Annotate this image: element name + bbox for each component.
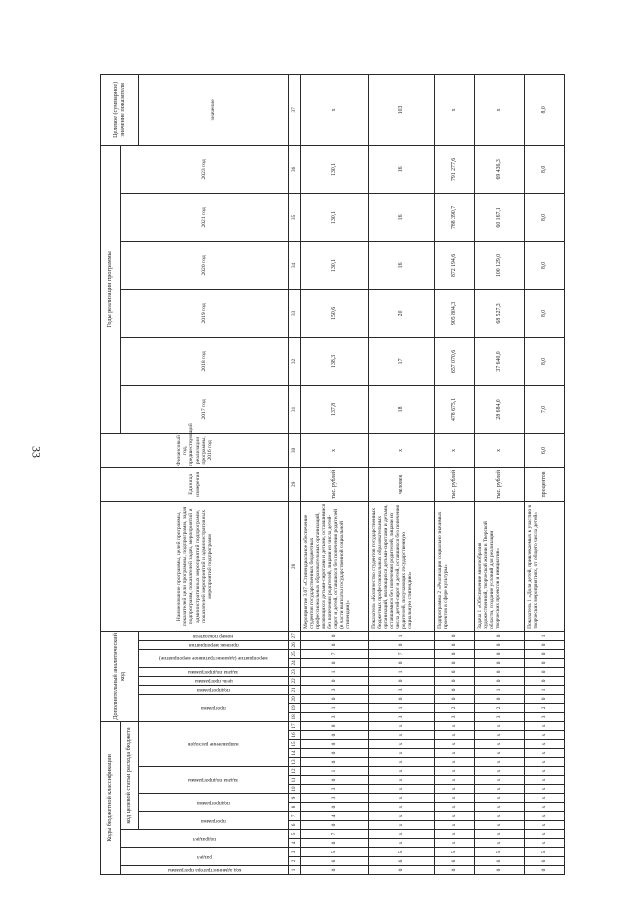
code-cell: х: [525, 803, 565, 812]
column-number: 15: [289, 740, 301, 749]
code-cell: 0: [435, 649, 475, 658]
header-code-admin: код администратора программы: [121, 866, 289, 875]
program-table: [100, 74, 565, 875]
column-number: 26: [289, 640, 301, 649]
code-cell: 0: [435, 631, 475, 640]
column-number: 31: [289, 385, 301, 433]
code-cell: х: [475, 776, 525, 785]
code-cell: 0: [475, 694, 525, 703]
code-cell: 1: [369, 703, 435, 712]
header-a-meropriyatie: мероприятие (административное мероприятие): [139, 649, 289, 667]
code-cell: 3: [525, 712, 565, 721]
code-cell: х: [525, 721, 565, 730]
code-cell: х: [475, 721, 525, 730]
code-cell: 0: [301, 749, 369, 758]
header-razdel: раздел: [121, 848, 289, 866]
code-cell: 6: [435, 857, 475, 866]
value-2023: 130,1: [301, 145, 369, 193]
value-2019: 8,0: [525, 289, 565, 337]
code-cell: х: [435, 830, 475, 839]
code-cell: х: [475, 731, 525, 740]
code-cell: 0: [435, 640, 475, 649]
code-cell: 5: [369, 848, 435, 857]
code-cell: 2: [475, 703, 525, 712]
value-2019: 905 804,3: [435, 289, 475, 337]
unit-cell: человек: [369, 467, 435, 501]
code-cell: х: [369, 821, 435, 830]
column-number: 11: [289, 776, 301, 785]
header-a-programma: программа: [139, 694, 289, 721]
code-cell: х: [525, 776, 565, 785]
code-cell: 0: [525, 649, 565, 658]
code-cell: 6: [369, 857, 435, 866]
code-cell: 1: [525, 631, 565, 640]
code-cell: 0: [475, 631, 525, 640]
code-cell: 0: [301, 839, 369, 848]
code-cell: 0: [301, 866, 369, 875]
code-cell: 0: [475, 667, 525, 676]
code-cell: х: [435, 839, 475, 848]
code-cell: х: [525, 758, 565, 767]
code-cell: 0: [369, 640, 435, 649]
code-cell: 0: [435, 658, 475, 667]
code-cell: 3: [369, 685, 435, 694]
code-cell: х: [475, 821, 525, 830]
code-cell: 7: [301, 830, 369, 839]
code-cell: х: [369, 740, 435, 749]
value-2019: 68 527,3: [475, 289, 525, 337]
value-2021: 788 390,7: [435, 193, 475, 241]
code-cell: 0: [475, 640, 525, 649]
value-2023: 16: [369, 145, 435, 193]
column-number: 6: [289, 821, 301, 830]
header-target-article: код целевой статьи расхода бюджета: [121, 721, 139, 829]
code-cell: 6: [525, 857, 565, 866]
code-cell: 1: [301, 767, 369, 776]
value-2018: 657 070,6: [435, 337, 475, 385]
code-cell: х: [435, 785, 475, 794]
code-cell: 3: [301, 785, 369, 794]
code-cell: 5: [435, 848, 475, 857]
value-2017: 28 684,0: [475, 385, 525, 433]
value-2020: 130,1: [301, 241, 369, 289]
header-year-2018: 2018 год: [121, 337, 289, 385]
header-year-2017: 2017 год: [121, 385, 289, 433]
code-cell: 1: [301, 703, 369, 712]
code-cell: 6: [475, 857, 525, 866]
column-numbers-row: [289, 74, 301, 874]
code-cell: 0: [301, 658, 369, 667]
code-cell: 1: [301, 667, 369, 676]
code-cell: 1: [525, 685, 565, 694]
code-cell: х: [369, 830, 435, 839]
code-cell: 0: [301, 640, 369, 649]
column-number: 35: [289, 193, 301, 241]
column-number: 3: [289, 848, 301, 857]
header-row-group: [101, 74, 121, 874]
code-cell: х: [369, 776, 435, 785]
column-number: 13: [289, 758, 301, 767]
code-cell: х: [369, 767, 435, 776]
column-number: 36: [289, 145, 301, 193]
code-cell: 0: [475, 866, 525, 875]
code-cell: 0: [301, 631, 369, 640]
value-2021: 60 167,1: [475, 193, 525, 241]
code-cell: 0: [301, 740, 369, 749]
column-number: 24: [289, 658, 301, 667]
code-cell: 0: [525, 658, 565, 667]
header-total: Целевое (суммарное) значение показателя: [101, 74, 139, 145]
code-cell: 0: [301, 776, 369, 785]
column-number: 33: [289, 289, 301, 337]
column-number: 21: [289, 685, 301, 694]
table-row: [435, 74, 475, 874]
name-cell: Мероприятие 3.07 «Стипендиальное обеспечение студентов государственных бюджетных профессиональных образовательных организаций, являющихся детьми-сиротами и детьми, оставшимися без попечения родителей, лицами из числа детей-сирот и детей, оставшихся без попечения родителей (в части выплаты государственной социальной стипендии)»: [301, 501, 369, 631]
column-number: 23: [289, 667, 301, 676]
code-cell: 5: [475, 848, 525, 857]
column-number: 7: [289, 812, 301, 821]
column-number: 27: [289, 631, 301, 640]
code-cell: 0: [435, 676, 475, 685]
value-2021: 8,0: [525, 193, 565, 241]
header-napravlenie: направление расходов: [139, 721, 289, 766]
value-2018: 37 640,0: [475, 337, 525, 385]
total-cell: х: [301, 74, 369, 145]
header-analytic-code: Дополнительный аналитический код: [101, 631, 139, 721]
value-2021: 130,1: [301, 193, 369, 241]
code-cell: 1: [369, 631, 435, 640]
finance-cell: х: [369, 433, 435, 467]
code-cell: 0: [369, 658, 435, 667]
code-cell: 0: [525, 676, 565, 685]
header-finance-year: Финансовый год, предшествующий реализации программы, 2016 год: [101, 433, 289, 467]
value-2017: 137,8: [301, 385, 369, 433]
code-cell: 0: [435, 685, 475, 694]
column-number: 2: [289, 857, 301, 866]
code-cell: 1: [369, 667, 435, 676]
finance-cell: х: [475, 433, 525, 467]
code-cell: х: [435, 749, 475, 758]
value-2020: 8,0: [525, 241, 565, 289]
code-cell: х: [369, 794, 435, 803]
column-number: 22: [289, 676, 301, 685]
code-cell: х: [475, 758, 525, 767]
code-cell: х: [475, 812, 525, 821]
header-podprogramma: подпрограмма: [139, 794, 289, 812]
code-cell: 0: [435, 866, 475, 875]
value-2023: 791 277,6: [435, 145, 475, 193]
value-2018: 8,0: [525, 337, 565, 385]
unit-cell: тыс. рублей: [301, 467, 369, 501]
header-podrazdel: подраздел: [121, 830, 289, 848]
code-cell: х: [525, 731, 565, 740]
header-a-priznak: признак мероприятия: [139, 640, 289, 649]
code-cell: 5: [301, 848, 369, 857]
code-cell: 0: [301, 676, 369, 685]
rotated-sheet: [100, 75, 548, 875]
code-cell: 0: [525, 694, 565, 703]
total-cell: 103: [369, 74, 435, 145]
code-cell: х: [435, 803, 475, 812]
unit-cell: тыс. рублей: [435, 467, 475, 501]
column-number: 32: [289, 337, 301, 385]
table-row: [301, 74, 369, 874]
header-total-value: значение: [139, 74, 289, 145]
code-cell: х: [435, 821, 475, 830]
header-year-2019: 2019 год: [121, 289, 289, 337]
code-cell: х: [525, 749, 565, 758]
finance-cell: х: [435, 433, 475, 467]
code-cell: 0: [525, 640, 565, 649]
code-cell: 0: [369, 676, 435, 685]
code-cell: х: [369, 839, 435, 848]
header-zadacha: задача подпрограммы: [139, 767, 289, 794]
column-number: 4: [289, 839, 301, 848]
code-cell: 7: [369, 649, 435, 658]
column-number: 28: [289, 501, 301, 631]
code-cell: 3: [369, 712, 435, 721]
rotated-table-viewport: [100, 75, 548, 875]
code-cell: х: [475, 767, 525, 776]
code-cell: 1: [475, 685, 525, 694]
header-programma: программа: [139, 812, 289, 830]
code-cell: х: [525, 812, 565, 821]
header-name: Наименование программы, целей программы, показателей цели программы, подпрограмм, задач подпрограмм, показателей задач, мероприятий и административных мероприятий подпрограмм, показателей мероприятий и административных мероприятий подпрограмм: [101, 501, 289, 631]
value-2017: 18: [369, 385, 435, 433]
code-cell: 0: [369, 866, 435, 875]
table-row: [369, 74, 435, 874]
header-years: Годы реализации программы: [101, 145, 121, 433]
code-cell: 4: [301, 812, 369, 821]
code-cell: х: [525, 785, 565, 794]
name-cell: Задача 1 «Обеспечение многообразия художественной, творческой жизни в Тверской области, создание условий для реализации творческих проектов и инициатив»: [475, 501, 525, 631]
code-cell: х: [435, 776, 475, 785]
code-cell: х: [525, 740, 565, 749]
table-body: [301, 74, 565, 874]
column-number: 14: [289, 749, 301, 758]
header-a-cel: цель программы: [139, 676, 289, 685]
column-number: 25: [289, 649, 301, 658]
column-number: 8: [289, 803, 301, 812]
header-a-dop: номер показателя: [139, 631, 289, 640]
code-cell: х: [475, 749, 525, 758]
code-cell: 0: [301, 803, 369, 812]
header-year-2023: 2023 год: [121, 145, 289, 193]
header-unit: Единица измерения: [101, 467, 289, 501]
code-cell: х: [525, 767, 565, 776]
code-cell: 0: [301, 731, 369, 740]
code-cell: х: [525, 839, 565, 848]
code-cell: х: [435, 758, 475, 767]
column-number: 30: [289, 433, 301, 467]
code-cell: х: [475, 785, 525, 794]
code-cell: 0: [435, 694, 475, 703]
value-2020: 16: [369, 241, 435, 289]
header-a-zadacha: задача подпрограммы: [139, 667, 289, 676]
code-cell: 5: [525, 848, 565, 857]
code-cell: 3: [301, 794, 369, 803]
header-a-podprogramma: подпрограмма: [139, 685, 289, 694]
value-2023: 69 436,3: [475, 145, 525, 193]
code-cell: х: [369, 758, 435, 767]
total-cell: 8,0: [525, 74, 565, 145]
code-cell: х: [435, 721, 475, 730]
page-number: 33: [29, 446, 44, 458]
column-number: 18: [289, 712, 301, 721]
code-cell: 0: [475, 649, 525, 658]
column-number: 9: [289, 794, 301, 803]
code-cell: 8: [301, 721, 369, 730]
code-cell: 0: [475, 676, 525, 685]
code-cell: 0: [369, 694, 435, 703]
code-cell: х: [369, 803, 435, 812]
code-cell: х: [369, 749, 435, 758]
code-cell: х: [525, 821, 565, 830]
code-cell: х: [369, 731, 435, 740]
code-cell: 0: [525, 866, 565, 875]
code-cell: 3: [475, 712, 525, 721]
code-cell: 0: [301, 694, 369, 703]
column-number: 17: [289, 721, 301, 730]
total-cell: х: [475, 74, 525, 145]
value-2017: 7,0: [525, 385, 565, 433]
column-number: 10: [289, 785, 301, 794]
value-2021: 16: [369, 193, 435, 241]
code-cell: х: [435, 740, 475, 749]
code-cell: 3: [301, 685, 369, 694]
table-row: [525, 74, 565, 874]
value-2020: 872 194,6: [435, 241, 475, 289]
code-cell: 6: [301, 857, 369, 866]
code-cell: 3: [301, 712, 369, 721]
code-cell: х: [369, 721, 435, 730]
value-2020: 100 129,0: [475, 241, 525, 289]
unit-cell: тыс. рублей: [475, 467, 525, 501]
code-cell: х: [435, 812, 475, 821]
total-cell: х: [435, 74, 475, 145]
value-2019: 20: [369, 289, 435, 337]
code-cell: 0: [525, 667, 565, 676]
value-2018: 138,3: [301, 337, 369, 385]
value-2023: 8,0: [525, 145, 565, 193]
column-number: 37: [289, 74, 301, 145]
code-cell: 2: [435, 703, 475, 712]
name-cell: Показатель 1 «Доля детей, привлекаемых к участию в творческих мероприятиях, от общего числа детей»: [525, 501, 565, 631]
value-2017: 478 675,1: [435, 385, 475, 433]
code-cell: 0: [435, 667, 475, 676]
header-budget-codes: Коды бюджетной классификации: [101, 721, 121, 874]
code-cell: х: [525, 830, 565, 839]
column-number: 29: [289, 467, 301, 501]
name-cell: Подпрограмма 2 «Реализация социально значимых проектов в сфере культуры»: [435, 501, 475, 631]
finance-cell: 6,0: [525, 433, 565, 467]
column-number: 12: [289, 767, 301, 776]
code-cell: х: [435, 794, 475, 803]
value-2018: 17: [369, 337, 435, 385]
column-number: 19: [289, 703, 301, 712]
code-cell: х: [435, 731, 475, 740]
code-cell: х: [475, 794, 525, 803]
column-number: 20: [289, 694, 301, 703]
value-2019: 150,6: [301, 289, 369, 337]
code-cell: 3: [435, 712, 475, 721]
name-cell: Показатель «Количество студентов государственных бюджетных профессиональных образовательных организаций, являющихся детьми-сиротами и детьми, оставшимися без попечения родителей, лицами из числа детей-сирот и детей, оставшихся без попечения родителей, получающих государственную социальную стипендию»: [369, 501, 435, 631]
code-cell: х: [475, 830, 525, 839]
code-cell: 0: [301, 821, 369, 830]
code-cell: х: [475, 740, 525, 749]
column-number: 16: [289, 731, 301, 740]
table-row: [475, 74, 525, 874]
finance-cell: х: [301, 433, 369, 467]
header-year-2021: 2021 год: [121, 193, 289, 241]
code-cell: х: [369, 785, 435, 794]
header-year-2020: 2020 год: [121, 241, 289, 289]
column-number: 34: [289, 241, 301, 289]
unit-cell: процентов: [525, 467, 565, 501]
code-cell: 7: [301, 649, 369, 658]
code-cell: х: [475, 803, 525, 812]
code-cell: 0: [301, 758, 369, 767]
column-number: 1: [289, 866, 301, 875]
code-cell: 2: [525, 703, 565, 712]
code-cell: х: [525, 794, 565, 803]
code-cell: х: [475, 839, 525, 848]
code-cell: х: [435, 767, 475, 776]
code-cell: х: [369, 812, 435, 821]
code-cell: 0: [475, 658, 525, 667]
column-number: 5: [289, 830, 301, 839]
